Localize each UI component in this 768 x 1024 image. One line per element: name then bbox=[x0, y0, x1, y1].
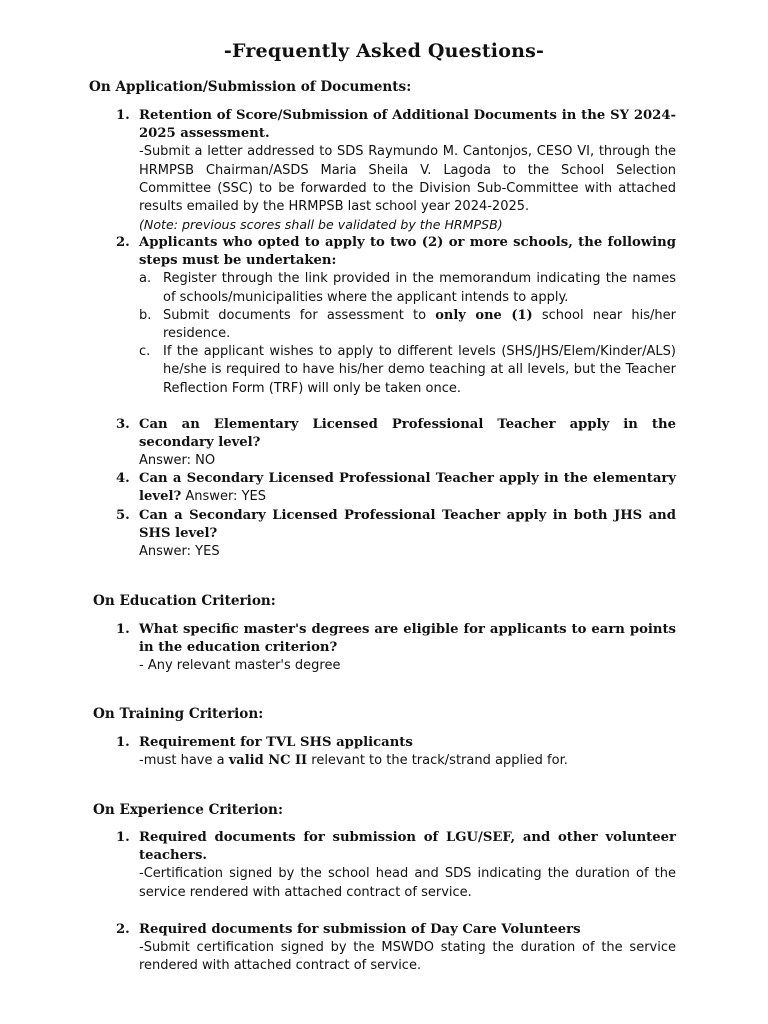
list-item bbox=[116, 107, 676, 234]
list-item bbox=[116, 921, 676, 976]
question: Can a Secondary Licensed Professional Teacher apply in the elementary level? bbox=[139, 471, 676, 505]
step-letter: a. bbox=[139, 271, 152, 287]
answer bbox=[139, 752, 676, 770]
answer: -Submit a letter addressed to SDS Raymundo M. Cantonjos, CESO VI, through the HRMPSB Chairman/ASDS Maria Sheila V. Lagoda to the School Selection Committee (SSC) to be forwarded to the Division Sub-Committee with attached results emailed by the HRMPSB last school year 2024-2025. bbox=[139, 144, 676, 215]
item-number: 2. bbox=[116, 235, 130, 250]
note: (Note: previous scores shall be validated by the HRMPSB) bbox=[139, 217, 503, 233]
answer-part: relevant to the track/strand applied for. bbox=[307, 753, 568, 769]
item-number: 1. bbox=[116, 830, 130, 845]
question: Retention of Score/Submission of Additional Documents in the SY 2024-2025 assessment. bbox=[139, 108, 676, 142]
list-item bbox=[116, 507, 676, 562]
question: Required documents for submission of Day Care Volunteers bbox=[139, 922, 581, 937]
list-item bbox=[116, 470, 676, 506]
section-heading-education: On Education Criterion: bbox=[93, 593, 276, 609]
answer: Answer: YES bbox=[139, 544, 220, 560]
step-text-bold: only one (1) bbox=[435, 307, 533, 323]
question: Requirement for TVL SHS applicants bbox=[139, 735, 413, 750]
answer: - Any relevant master's degree bbox=[139, 658, 341, 674]
step-text: If the applicant wishes to apply to different levels (SHS/JHS/Elem/Kinder/ALS) he/she is required to have his/her demo teaching at all levels, but the Teacher Reflection Form (TRF) will only be taken once. bbox=[163, 344, 676, 396]
item-number: 1. bbox=[116, 108, 130, 123]
item-number: 2. bbox=[116, 922, 130, 937]
answer: -Submit certification signed by the MSWDO stating the duration of the service rendered with attached contract of service. bbox=[139, 940, 676, 974]
sub-step bbox=[139, 270, 676, 306]
item-number: 3. bbox=[116, 417, 130, 432]
answer: -Certification signed by the school head and SDS indicating the duration of the service rendered with attached contract of service. bbox=[139, 866, 676, 900]
section-heading-training: On Training Criterion: bbox=[93, 706, 264, 722]
step-text-part: Submit documents for assessment to bbox=[163, 307, 436, 323]
sub-step bbox=[139, 343, 676, 398]
answer: Answer: YES bbox=[185, 489, 266, 505]
step-text: Register through the link provided in the memorandum indicating the names of schools/municipalities where the applicant intends to apply. bbox=[163, 271, 676, 305]
section-heading-application: On Application/Submission of Documents: bbox=[89, 79, 412, 95]
answer: Answer: NO bbox=[139, 453, 216, 469]
item-number: 1. bbox=[116, 622, 130, 637]
step-text-part: school near his/her residence. bbox=[163, 307, 676, 342]
question: Can an Elementary Licensed Professional Teacher apply in the secondary level? bbox=[139, 417, 676, 451]
page-title: -Frequently Asked Questions- bbox=[223, 40, 545, 62]
section-heading-experience: On Experience Criterion: bbox=[93, 802, 283, 818]
item-number: 5. bbox=[116, 508, 130, 523]
list-item bbox=[116, 621, 676, 676]
question: What specific master's degrees are eligible for applicants to earn points in the education criterion? bbox=[139, 622, 676, 656]
step-text bbox=[163, 307, 676, 343]
question: Required documents for submission of LGU/SEF, and other volunteer teachers. bbox=[139, 830, 676, 864]
list-item bbox=[116, 416, 676, 471]
answer-part: -must have a bbox=[139, 753, 229, 769]
answer-bold: valid NC II bbox=[228, 753, 308, 769]
list-item bbox=[116, 734, 676, 770]
item-number: 4. bbox=[116, 471, 130, 486]
step-letter: c. bbox=[139, 344, 151, 360]
item-number: 1. bbox=[116, 735, 130, 750]
list-item bbox=[116, 234, 676, 398]
step-letter: b. bbox=[139, 307, 152, 323]
question: Can a Secondary Licensed Professional Teacher apply in both JHS and SHS level? bbox=[139, 508, 676, 542]
sub-step bbox=[139, 307, 676, 343]
question: Applicants who opted to apply to two (2) or more schools, the following steps must be undertaken: bbox=[139, 235, 676, 269]
list-item bbox=[116, 829, 676, 902]
